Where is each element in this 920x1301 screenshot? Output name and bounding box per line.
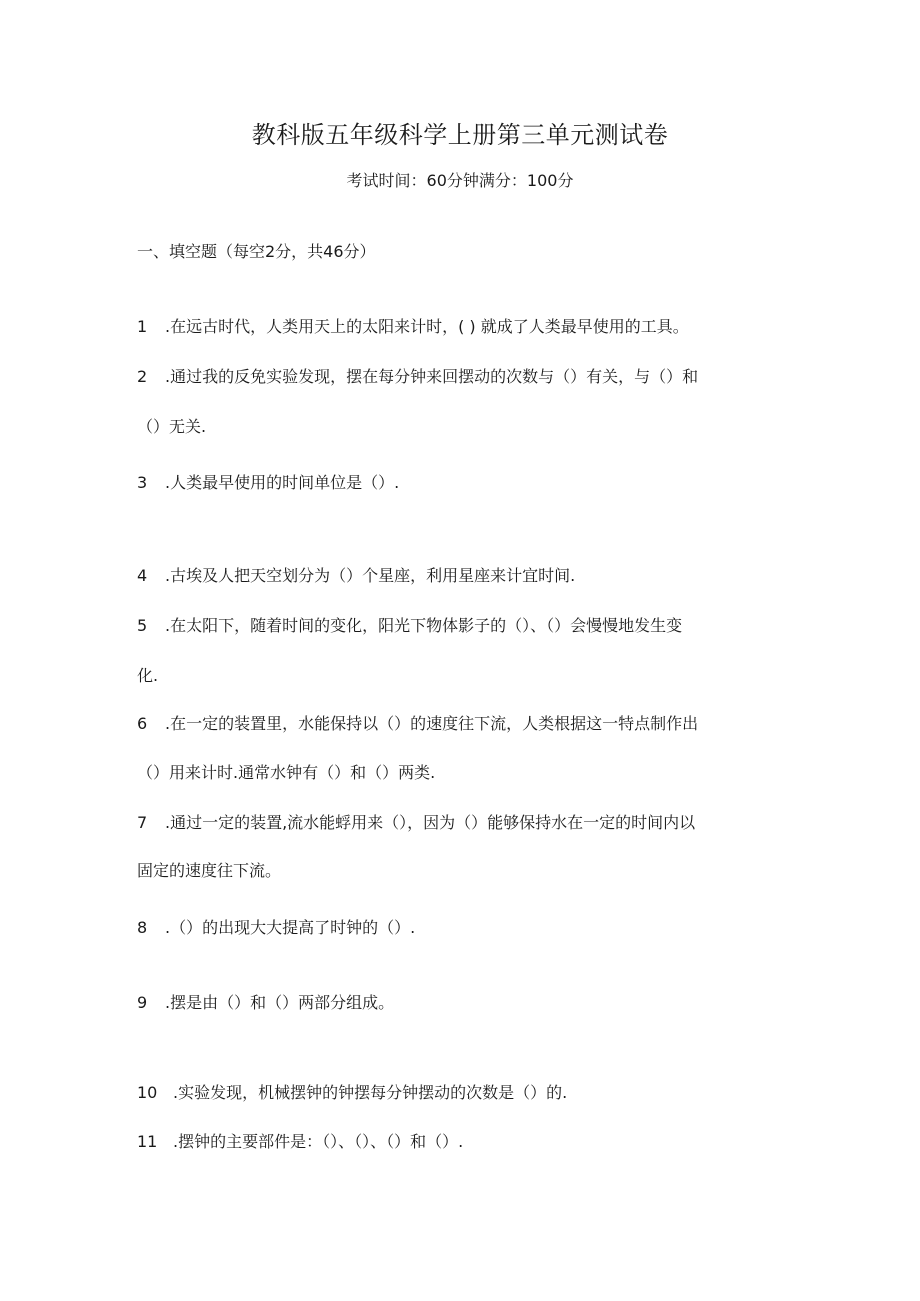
question-2: [137, 364, 787, 390]
question-number: 5: [137, 616, 148, 635]
question-number: 6: [137, 714, 148, 733]
question-text: .古埃及人把天空划分为（）个星座，利用星座来计宜时间.: [165, 566, 576, 585]
question-6-continued: [137, 760, 787, 786]
question-7: [137, 810, 787, 836]
question-text: .通过我的反免实验发现，摆在每分钟来回摆动的次数与（）有关，与（）和: [165, 367, 699, 386]
question-4: [137, 563, 787, 589]
question-text: .（）的出现大大提高了时钟的（）.: [165, 918, 416, 937]
question-text: 固定的速度往下流。: [137, 861, 282, 880]
question-1: [137, 314, 787, 340]
question-text: （）无关.: [137, 417, 207, 436]
question-number: 10: [137, 1083, 158, 1102]
question-5-continued: [137, 663, 787, 689]
question-10: [137, 1080, 787, 1106]
question-5: [137, 613, 787, 639]
question-text: .在远古时代，人类用天上的太阳来计时，( ) 就成了人类最早使用的工具。: [165, 317, 689, 336]
question-number: 11: [137, 1132, 158, 1151]
question-number: 3: [137, 473, 148, 492]
question-text: （）用来计时.通常水钟有（）和（）两类.: [137, 763, 436, 782]
question-3: [137, 470, 787, 496]
question-number: 2: [137, 367, 148, 386]
question-text: .在一定的装置里，水能保持以（）的速度往下流，人类根据这一特点制作出: [165, 714, 699, 733]
question-11: [137, 1129, 787, 1155]
question-number: 8: [137, 918, 148, 937]
question-number: 4: [137, 566, 148, 585]
question-6: [137, 711, 787, 737]
question-number: 9: [137, 993, 148, 1012]
question-number: 7: [137, 813, 148, 832]
question-2-continued: [137, 414, 787, 440]
question-7-continued: [137, 858, 787, 884]
section-heading: 一、填空题（每空2分，共46分）: [137, 242, 376, 261]
exam-info: 考试时间：60分钟满分：100分: [346, 171, 574, 190]
question-text: .摆是由（）和（）两部分组成。: [165, 993, 395, 1012]
question-9: [137, 990, 787, 1016]
question-text: 化.: [137, 666, 159, 685]
question-number: 1: [137, 317, 148, 336]
question-text: .实验发现，机械摆钟的钟摆每分钟摆动的次数是（）的.: [173, 1083, 568, 1102]
question-text: .通过一定的装置,流水能蜉用来（），因为（）能够保持水在一定的时间内以: [165, 813, 696, 832]
question-text: .摆钟的主要部件是：（）、（）、（）和（）.: [173, 1132, 464, 1151]
question-text: .人类最早使用的时间单位是（）.: [165, 473, 400, 492]
page-title: 教科版五年级科学上册第三单元测试卷: [251, 121, 669, 149]
question-8: [137, 915, 787, 941]
question-text: .在太阳下，随着时间的变化，阳光下物体影子的（）、（）会慢慢地发生变: [165, 616, 683, 635]
